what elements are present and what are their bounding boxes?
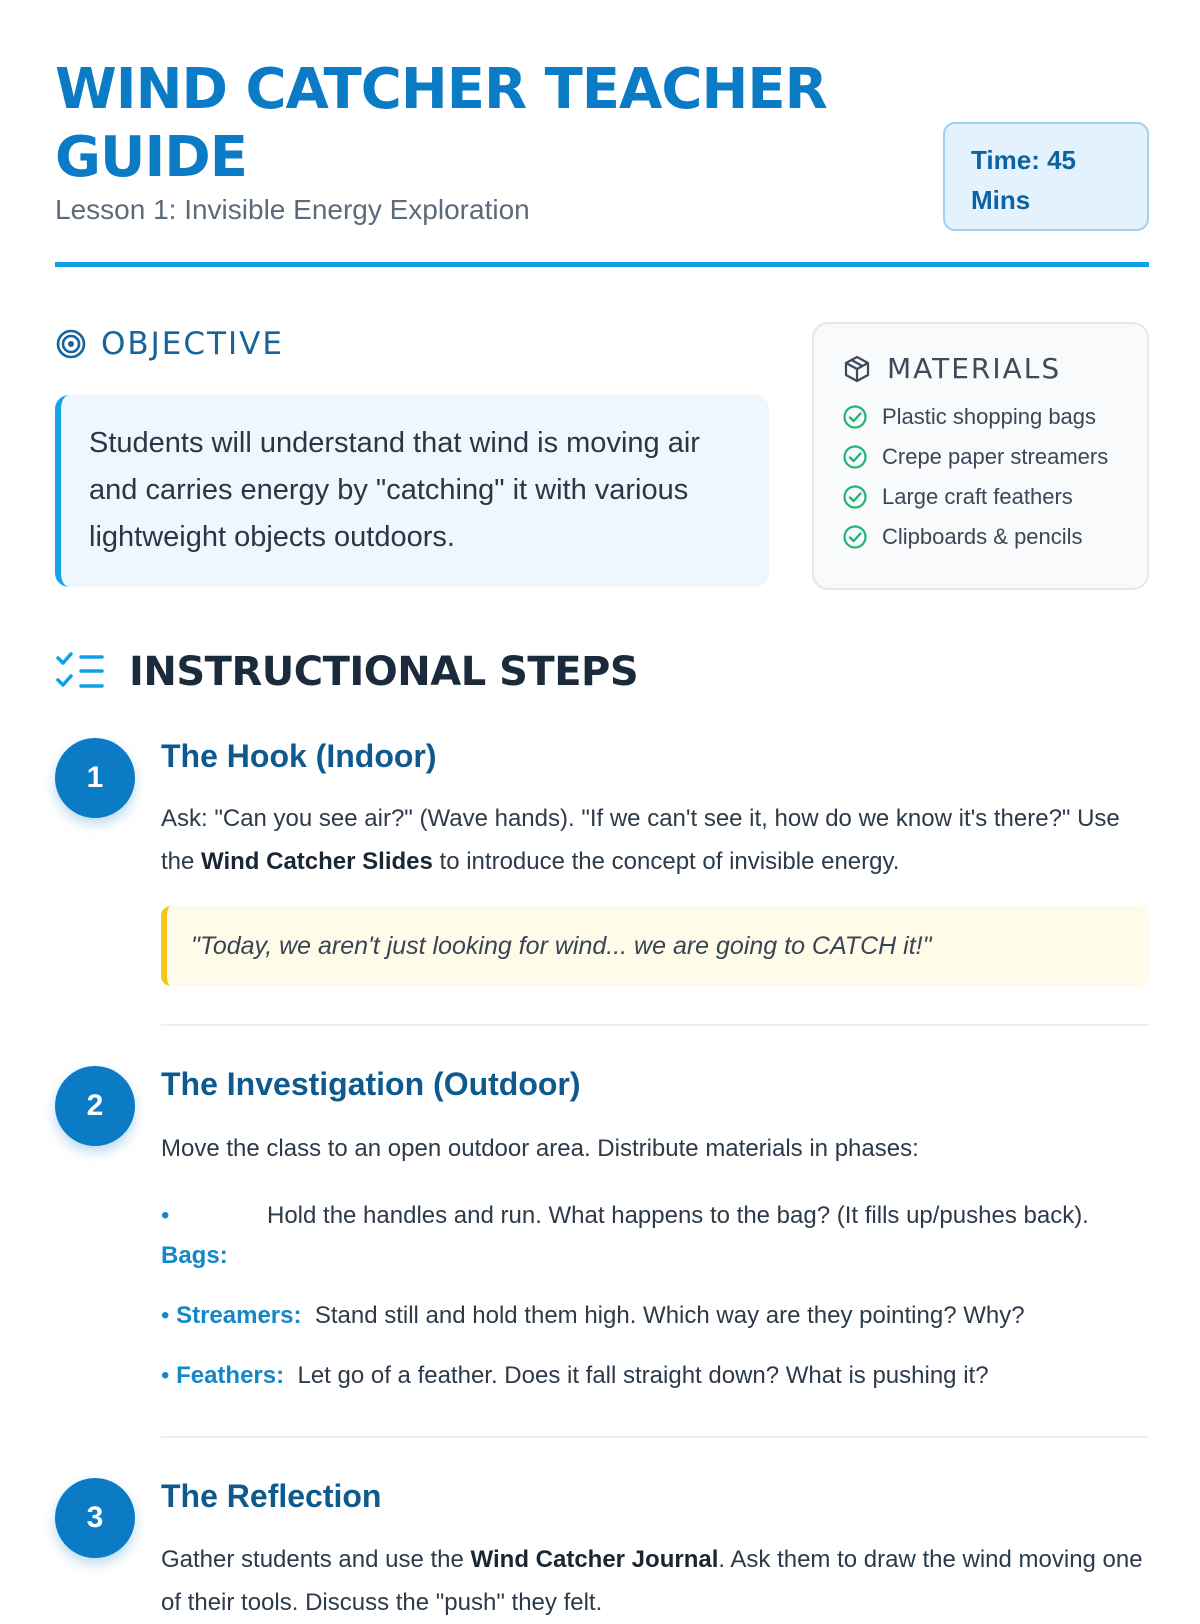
page-title: WIND CATCHER TEACHER GUIDE	[55, 57, 827, 190]
objective-text: Students will understand that wind is moving air and carries energy by "catching" it with various lightweight objects outdoors.	[55, 395, 769, 587]
steps-label: INSTRUCTIONAL STEPS	[129, 649, 639, 695]
step-text-part: . Ask them to draw the wind moving one of their tools. Discuss the "push" they felt.	[161, 1546, 1143, 1616]
step-text-part: to introduce the concept of invisible energy.	[432, 848, 900, 875]
lesson-subtitle: Lesson 1: Invisible Energy Exploration	[55, 194, 530, 225]
time-badge: Time: 45 Mins	[943, 122, 1149, 231]
step-number-badge: 1	[55, 738, 135, 818]
phase-text: Let go of a feather. Does it fall straight down? What is pushing it?	[297, 1362, 989, 1389]
materials-item-label: Clipboards & pencils	[882, 524, 1083, 549]
step-description: Move the class to an open outdoor area. Distribute materials in phases:	[161, 1135, 919, 1162]
objective-label: OBJECTIVE	[101, 326, 284, 362]
phase-key-label: Streamers:	[176, 1302, 302, 1329]
step-divider	[161, 1436, 1149, 1438]
step-text-bold: Wind Catcher Slides	[201, 848, 433, 875]
step-number-badge: 3	[55, 1478, 135, 1558]
materials-item-label: Crepe paper streamers	[882, 444, 1109, 469]
step-text-bold: Wind Catcher Journal	[470, 1546, 719, 1573]
phase-key	[161, 1196, 251, 1276]
check-circle-icon	[842, 484, 868, 510]
materials-heading	[842, 352, 1119, 385]
materials-item	[842, 437, 1119, 477]
box-icon	[842, 354, 872, 384]
materials-item	[842, 477, 1119, 517]
phase-item	[161, 1196, 1149, 1280]
phase-item	[161, 1356, 1149, 1396]
phase-text: Stand still and hold them high. Which way are they pointing? Why?	[314, 1302, 1025, 1329]
phase-item	[161, 1296, 1149, 1336]
steps-heading	[55, 644, 638, 700]
step-text-part: Ask: "Can you see air?" (Wave hands). "If we can't see it, how do we know it's there?" Use the	[161, 805, 1120, 875]
teacher-quote: "Today, we aren't just looking for wind... we are going to CATCH it!"	[161, 906, 1149, 986]
materials-card	[812, 322, 1149, 590]
bullet: •	[161, 1202, 170, 1229]
materials-item	[842, 397, 1119, 437]
step-description	[161, 797, 1149, 883]
check-circle-icon	[842, 404, 868, 430]
materials-item-label: Large craft feathers	[882, 484, 1073, 509]
phase-key-label: Feathers:	[176, 1362, 285, 1389]
step-title: The Hook (Indoor)	[161, 738, 437, 774]
step-text-part: Gather students and use the	[161, 1546, 471, 1573]
bullet: •	[161, 1302, 170, 1329]
phase-key-label: Bags:	[161, 1242, 228, 1269]
materials-item-label: Plastic shopping bags	[882, 404, 1097, 429]
step-number-badge: 2	[55, 1066, 135, 1146]
step-title: The Investigation (Outdoor)	[161, 1066, 581, 1102]
step-divider	[161, 1024, 1149, 1026]
check-circle-icon	[842, 444, 868, 470]
phase-text: Hold the handles and run. What happens to the bag? (It fills up/pushes back).	[267, 1202, 1089, 1229]
header-divider	[55, 262, 1149, 267]
step-description	[161, 1538, 1149, 1624]
check-circle-icon	[842, 524, 868, 550]
step-title: The Reflection	[161, 1478, 382, 1514]
bullet: •	[161, 1362, 170, 1389]
checklist-icon	[55, 650, 105, 694]
target-icon	[55, 328, 87, 360]
objective-heading	[55, 322, 284, 366]
materials-label: MATERIALS	[887, 352, 1062, 385]
materials-item	[842, 517, 1119, 557]
